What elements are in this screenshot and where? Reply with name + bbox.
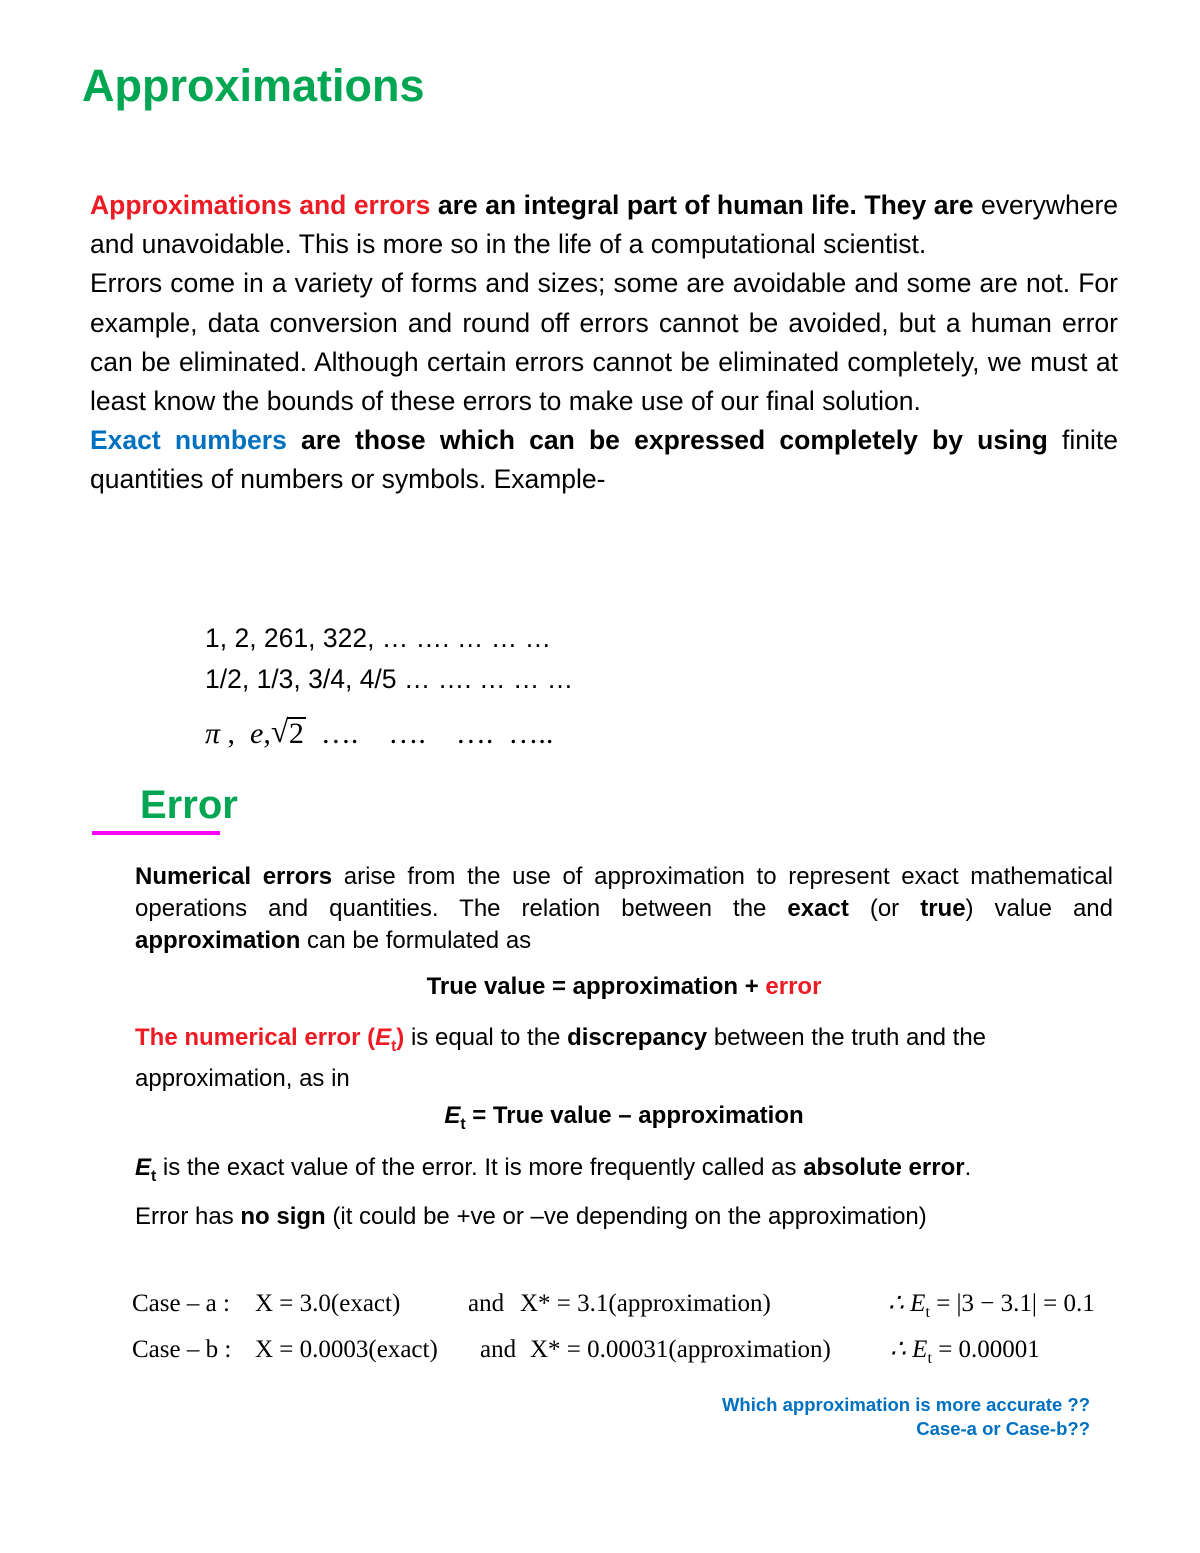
paragraph-text: is the exact value of the error. It is more frequently called as	[156, 1154, 804, 1181]
label-text: The numerical error (	[135, 1024, 376, 1051]
example-irrationals	[205, 713, 553, 754]
exact-term: exact	[787, 895, 849, 922]
label-text: )	[396, 1024, 405, 1051]
example-fractions: 1/2, 1/3, 3/4, 4/5 … …. … … …	[205, 664, 574, 694]
intro-bold-text: are an integral part of human life. They are	[430, 190, 974, 220]
true-term: true	[920, 895, 966, 922]
numerical-error-definition	[135, 1022, 1115, 1095]
error-heading: Error	[140, 783, 238, 827]
error-subscript: t	[391, 1037, 397, 1055]
paragraph-text: is equal to the	[404, 1024, 568, 1051]
numerical-errors-paragraph	[135, 861, 1113, 957]
true-value-equation	[135, 973, 1113, 1001]
heading-underline	[92, 831, 220, 835]
exact-numbers-term: Exact numbers	[90, 425, 287, 456]
question-line-1: Which approximation is more accurate ??	[721, 1394, 1090, 1415]
sqrt-argument: 2	[288, 717, 304, 750]
e-symbol: e	[250, 717, 264, 750]
result-subscript: t	[925, 1303, 930, 1321]
result-prefix: ∴ E	[890, 1336, 928, 1363]
paragraph-text: (it could be +ve or –ve depending on the approximation)	[325, 1203, 927, 1230]
paragraph-text: between the truth and the approximation, as in	[135, 1024, 987, 1092]
exact-numbers-bold-text: are those which can be expressed completely by using	[286, 425, 1048, 456]
result-prefix: ∴ E	[888, 1290, 926, 1317]
example-integers: 1, 2, 261, 322, … …. … … …	[205, 623, 552, 653]
case-b-and: and	[480, 1336, 517, 1363]
error-symbol: E	[375, 1024, 392, 1051]
case-a-label: Case – a :	[132, 1290, 230, 1317]
separator: ,	[263, 717, 271, 750]
error-symbol: E	[135, 1154, 152, 1181]
exact-numbers-text: finite quantities of numbers or symbols. Example-	[90, 425, 1118, 495]
radical-icon: √	[270, 713, 289, 749]
error-subscript: t	[151, 1167, 157, 1185]
numerical-errors-term: Numerical errors	[135, 863, 333, 890]
paragraph-text: .	[964, 1154, 972, 1181]
approximations-errors-term: Approximations and errors	[90, 190, 431, 220]
discrepancy-term: discrepancy	[567, 1024, 708, 1051]
paragraph-text: can be formulated as	[300, 927, 532, 954]
error-symbol: E	[444, 1102, 461, 1129]
no-sign-term: no sign	[240, 1203, 326, 1230]
ellipsis-dots: …. …. …. …..	[305, 717, 554, 750]
case-b-exact: X = 0.0003(exact)	[255, 1336, 438, 1363]
intro-paragraph-1	[90, 186, 1118, 264]
result-subscript: t	[927, 1349, 932, 1367]
case-a-result	[888, 1286, 1095, 1330]
question-line-2: Case-a or Case-b??	[916, 1418, 1090, 1439]
intro-paragraph-2: Errors come in a variety of forms and sizes; some are avoidable and some are not. For example, data conversion and round off errors cannot be avoided, but a human error can be eliminated. Although certain errors cannot be eliminated completely, we must at least know the bounds of these errors to make use of our final solution.	[90, 268, 1118, 417]
numerical-error-label	[135, 1024, 405, 1055]
intro-text: everywhere and unavoidable. This is more so in the life of a computational scientist.	[90, 190, 1119, 260]
case-a-exact: X = 3.0(exact)	[255, 1290, 401, 1317]
result-value: = 0.00001	[931, 1336, 1040, 1363]
accuracy-question	[722, 1393, 1090, 1441]
sqrt-two	[271, 713, 306, 754]
case-b-label: Case – b :	[132, 1336, 232, 1363]
separator: ,	[220, 717, 251, 750]
paragraph-text: ) value and	[965, 895, 1114, 922]
paragraph-text: (or	[848, 895, 921, 922]
case-a-approximation: X* = 3.1(approximation)	[520, 1290, 771, 1317]
result-value: = |3 − 3.1| = 0.1	[929, 1290, 1095, 1317]
equation-text: True value = approximation +	[426, 973, 766, 1000]
case-b-approximation: X* = 0.00031(approximation)	[530, 1336, 831, 1363]
paragraph-text: arise from the use of approximation to represent exact mathematical operations and quantities. The relation between the	[135, 863, 1114, 922]
absolute-error-paragraph	[135, 1152, 1113, 1193]
intro-section	[90, 186, 1118, 500]
equation-text: = True value – approximation	[465, 1102, 804, 1129]
absolute-error-term: absolute error	[803, 1154, 965, 1181]
paragraph-text: Error has	[135, 1203, 241, 1230]
pi-symbol: π	[205, 717, 221, 750]
intro-paragraph-3	[90, 421, 1118, 499]
error-sign-paragraph	[135, 1201, 1113, 1233]
approximation-term: approximation	[135, 927, 301, 954]
error-term: error	[765, 973, 822, 1000]
case-b-result	[890, 1332, 1040, 1376]
case-a-and: and	[468, 1290, 505, 1317]
page-title: Approximations	[82, 60, 425, 111]
error-equation	[135, 1102, 1113, 1134]
error-subscript: t	[460, 1115, 466, 1133]
